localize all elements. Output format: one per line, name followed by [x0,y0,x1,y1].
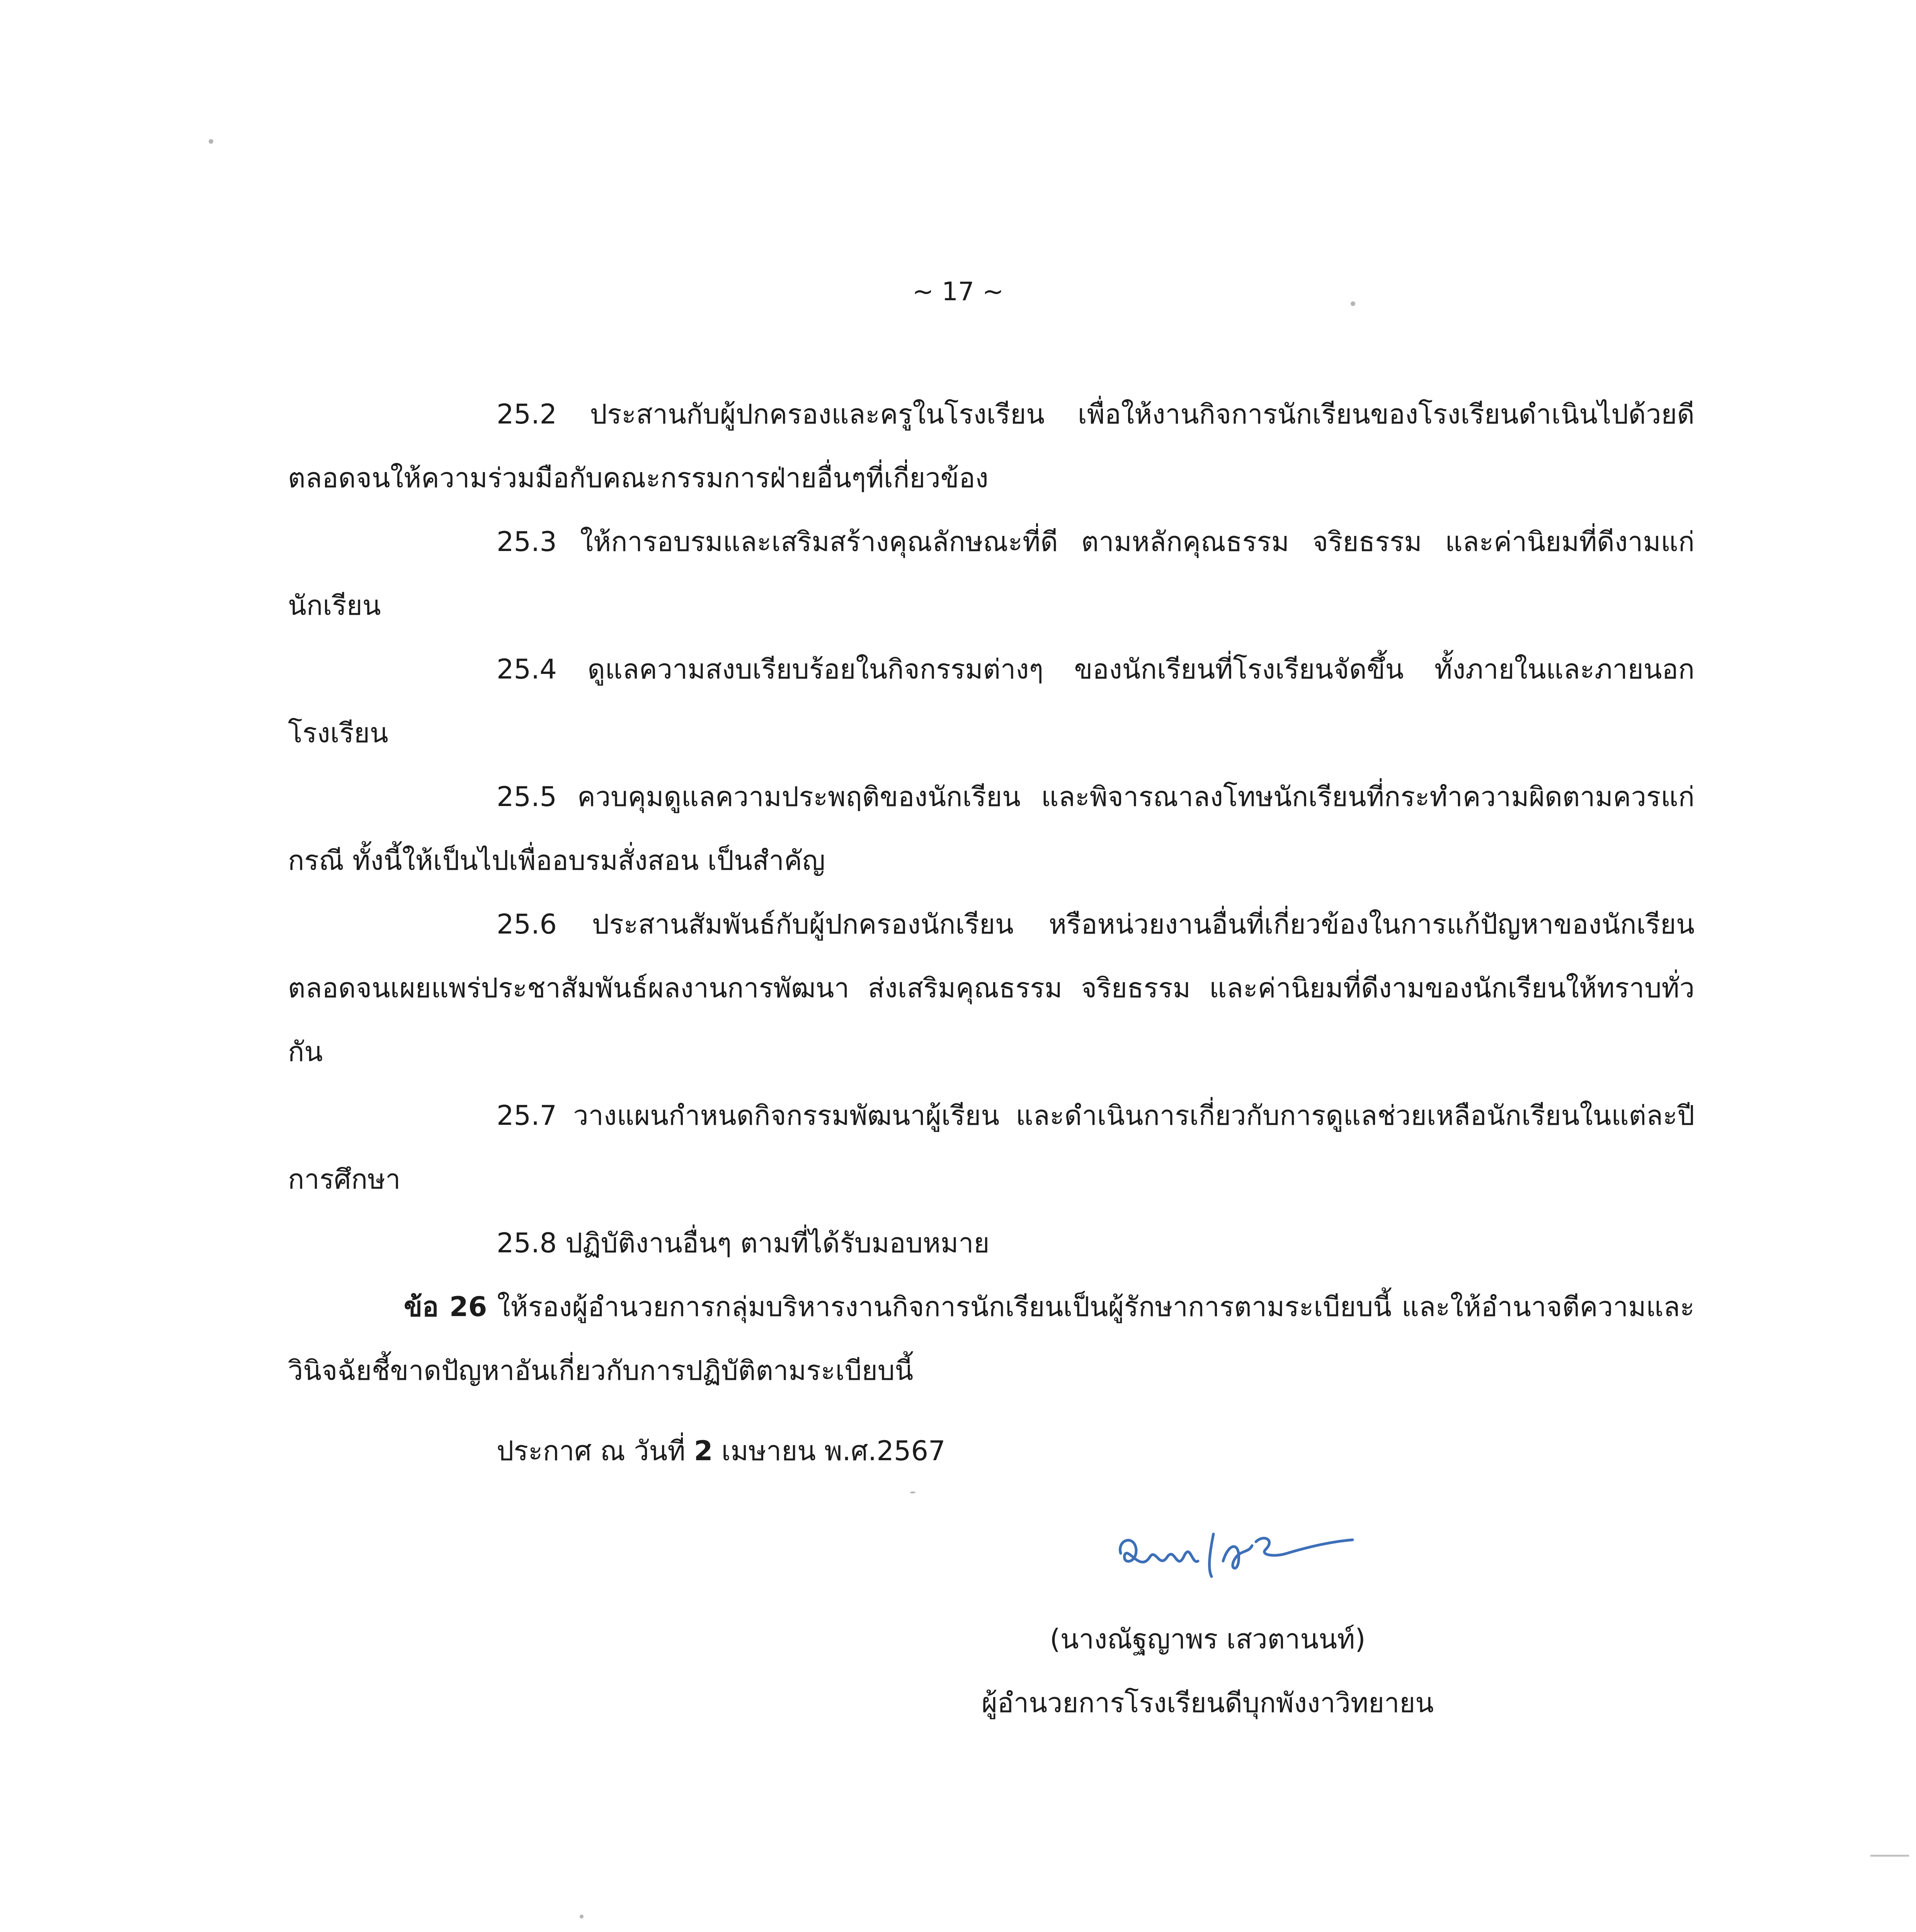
scan-speck [910,1492,915,1493]
document-body [288,383,1695,1403]
clause-26-text: ให้รองผู้อำนวยการกลุ่มบริหารงานกิจการนักเรียนเป็นผู้รักษาการตามระเบียบนี้ และให้อำนาจตีความและวินิจฉัยชี้ขาดปัญหาอันเกี่ยวกับการปฏิบัติตามระเบียบนี้ [288,1291,1695,1386]
clause-25-8: 25.8 ปฏิบัติงานอื่นๆ ตามที่ได้รับมอบหมาย [497,1227,990,1259]
scan-speck [1351,301,1355,306]
announcement-suffix: เมษายน พ.ศ.2567 [713,1435,946,1467]
clause-25-6: 25.6 ประสานสัมพันธ์กับผู้ปกครองนักเรียน หรือหน่วยงานอื่นที่เกี่ยวข้องในการแก้ปัญหาของนักเรียน ตลอดจนเผยแพร่ประชาสัมพันธ์ผลงานการพัฒนา ส่งเสริมคุณธรรม จริยธรรม และค่านิยมที่ดีงามของนักเรียนให้ทราบทั่วกัน [288,908,1695,1068]
clause-25-2: 25.2 ประสานกับผู้ปกครองและครูในโรงเรียน เพื่อให้งานกิจการนักเรียนของโรงเรียนดำเนินไปด้วยดี ตลอดจนให้ความร่วมมือกับคณะกรรมการฝ่ายอื่นๆที่เกี่ยวข้อง [288,398,1695,494]
announcement-prefix: ประกาศ ณ วันที่ [497,1435,694,1467]
signer-position: ผู้อำนวยการโรงเรียนดีบุกพังงาวิทยายน [981,1687,1434,1719]
clause-25-3: 25.3 ให้การอบรมและเสริมสร้างคุณลักษณะที่ดี ตามหลักคุณธรรม จริยธรรม และค่านิยมที่ดีงามแก่นักเรียน [288,526,1695,621]
announcement-date-line [497,1430,946,1472]
signer-block [927,1607,1488,1735]
handwritten-signature [1113,1519,1360,1596]
announcement-day: 2 [694,1435,713,1467]
clause-25-7: 25.7 วางแผนกำหนดกิจกรรมพัฒนาผู้เรียน และดำเนินการเกี่ยวกับการดูแลช่วยเหลือนักเรียนในแต่ละปีการศึกษา [288,1100,1695,1195]
clause-25-5: 25.5 ควบคุมดูแลความประพฤติของนักเรียน และพิจารณาลงโทษนักเรียนที่กระทำความผิดตามควรแก่กรณี ทั้งนี้ให้เป็นไปเพื่ออบรมสั่งสอน เป็นสำคัญ [288,781,1695,876]
clause-26 [288,1275,1695,1403]
scan-speck [580,1915,584,1918]
page-number: ~ 17 ~ [912,277,1004,306]
clause-25-4: 25.4 ดูแลความสงบเรียบร้อยในกิจกรรมต่างๆ ของนักเรียนที่โรงเรียนจัดขึ้น ทั้งภายในและภายนอกโรงเรียน [288,653,1695,749]
signer-name: (นางณัฐญาพร เสวตานนท์) [1050,1623,1366,1655]
scan-speck [209,139,213,144]
scan-edge-mark [1870,1855,1909,1857]
clause-26-label: ข้อ 26 [404,1291,487,1323]
